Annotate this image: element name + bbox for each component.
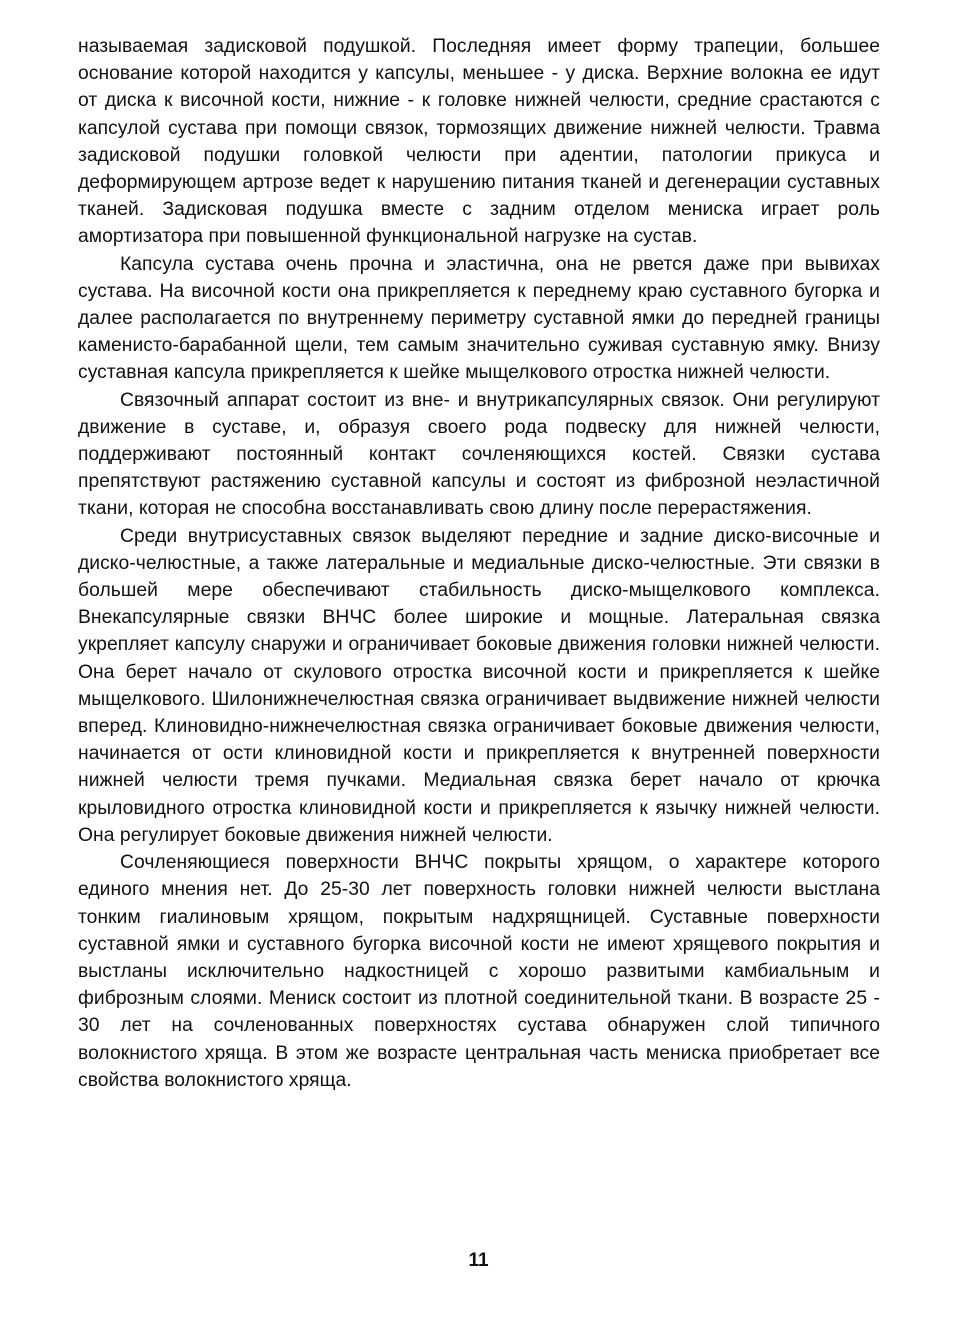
paragraph-continuation: называемая задисковой подушкой. Последняя имеет форму трапеции, большее основание которой находится у капсулы, меньшее - у диска. Верхние волокна ее идут от диска к височной кости, нижние - к головке нижней челюсти, средние срастаются с капсулой сустава при помощи связок, тормозящих движение нижней челюсти. Травма задисковой подушки головкой челюсти при адентии, патологии прикуса и деформирующем артрозе ведет к нарушению питания тканей и дегенерации суставных тканей. Задисковая подушка вместе с задним отделом мениска играет роль амортизатора при повышенной функциональной нагрузке на сустав.: [78, 36, 880, 248]
page-number: 11: [468, 1250, 489, 1271]
paragraph-ligaments: Связочный аппарат состоит из вне- и внутрикапсулярных связок. Они регулируют движение в суставе, и, образуя своего рода подвеску для нижней челюсти, поддерживают постоянный контакт сочленяющихся костей. Связки сустава препятствуют растяжению суставной капсулы и состоят из фиброзной неэластичной ткани, которая не способна восстанавливать свою длину после перерастяжения.: [78, 389, 880, 520]
page-body: [78, 33, 880, 1094]
paragraph-capsule: Капсула сустава очень прочна и эластична, она не рвется даже при вывихах сустава. На височной кости она прикрепляется к переднему краю суставного бугорка и далее располагается по внутреннему периметру суставной ямки до передней границы каменисто-барабанной щели, тем самым значительно суживая суставную ямку. Внизу суставная капсула прикрепляется к шейке мыщелкового отростка нижней челюсти.: [78, 253, 880, 384]
paragraph-intraarticular-ligaments: Среди внутрисуставных связок выделяют передние и задние диско-височные и диско-челюстные, а также латеральные и медиальные диско-челюстные. Эти связки в большей мере обеспечивают стабильность диско-мыщелкового комплекса. Внекапсулярные связки ВНЧС более широкие и мощные. Латеральная связка укрепляет капсулу снаружи и ограничивает боковые движения головки нижней челюсти. Она берет начало от скулового отростка височной кости и прикрепляется к шейке мыщелкового. Шилонижнечелюстная связка ограничивает выдвижение нижней челюсти вперед. Клиновидно-нижнечелюстная связка ограничивает боковые движения челюсти, начинается от ости клиновидной кости и прикрепляется к внутренней поверхности нижней челюсти тремя пучками. Медиальная связка берет начало от крючка крыловидного отростка клиновидной кости и прикрепляется к язычку нижней челюсти. Она регулирует боковые движения нижней челюсти.: [78, 525, 880, 846]
paragraph-articular-surfaces: Сочленяющиеся поверхности ВНЧС покрыты хрящом, о характере которого единого мнения нет. До 25-30 лет поверхность головки нижней челюсти выстлана тонким гиалиновым хрящом, покрытым надхрящницей. Суставные поверхности суставной ямки и суставного бугорка височной кости не имеют хрящевого покрытия и выстланы исключительно надкостницей с хорошо развитыми камбиальным и фиброзным слоями. Мениск состоит из плотной соединительной ткани. В возрасте 25 - 30 лет на сочленованных поверхностях сустава обнаружен слой типичного волокнистого хряща. В этом же возрасте центральная часть мениска приобретает все свойства волокнистого хряща.: [78, 852, 880, 1091]
